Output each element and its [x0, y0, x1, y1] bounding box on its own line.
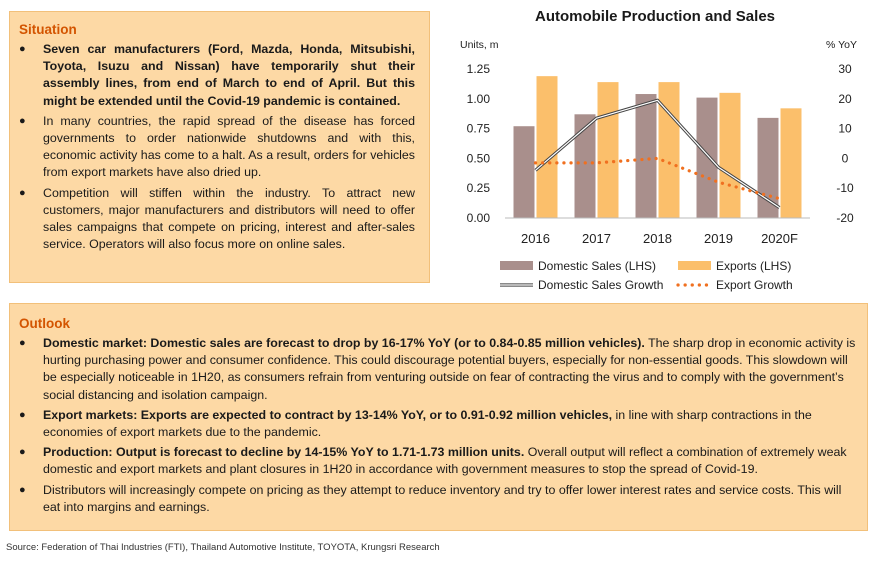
left-axis-tick-label: 0.25 [466, 181, 490, 196]
legend-swatch [678, 261, 711, 270]
exports-bar [537, 76, 558, 218]
x-axis-tick-label: 2019 [704, 231, 733, 246]
domestic-sales-bar [697, 98, 718, 218]
situation-bullet [19, 113, 415, 182]
x-axis-tick-label: 2020F [761, 231, 798, 246]
right-axis-tick-label: 0 [841, 151, 849, 166]
right-axis-unit-label: % YoY [826, 39, 857, 51]
outlook-bullet-text: in line with sharp contractions in the economies of export markets due to the pandemic. [43, 407, 812, 440]
exports-bar [781, 108, 802, 218]
situation-bullet [19, 41, 415, 110]
left-axis-unit-label: Units, m [460, 39, 499, 51]
x-axis-tick-label: 2018 [643, 231, 672, 246]
source-note: Source: Federation of Thai Industries (FTI), Thailand Automotive Institute, TOYOTA, Krungsri Research [6, 542, 440, 553]
right-axis-tick-label: 20 [838, 91, 852, 106]
right-axis-tick-label: 10 [838, 121, 852, 136]
domestic-sales-bar [636, 94, 657, 218]
chart-panel [440, 0, 870, 300]
outlook-bullet-text: Overall output will reflect a combination of extremely weak domestic and export markets and plant closures in 1H20 in accordance with government measures to stop the spread of Covid-19. [43, 445, 847, 477]
legend-label: Export Growth [716, 278, 793, 292]
legend-label: Domestic Sales Growth [538, 278, 664, 292]
chart-plot [440, 0, 870, 300]
exports-bar [598, 82, 619, 218]
situation-bullet-text: Competition will stiffen within the industry. To attract new customers, major manufacturers and distributors will need to offer sales campaigns that compete on pricing, interest and after-sales service. Operators will also focus more on online sales. [43, 185, 415, 252]
domestic-growth-line-outline [536, 100, 780, 207]
outlook-bullet-list [19, 335, 857, 516]
legend-label: Domestic Sales (LHS) [538, 259, 657, 273]
outlook-bullet [19, 444, 857, 478]
right-axis-tick-label: 30 [838, 62, 852, 76]
outlook-bullet-bold-text: Domestic market: Domestic sales are forecast to drop by 16-17% YoY (or to 0.84-0.85 million vehicles). [43, 336, 645, 350]
chart-title: Automobile Production and Sales [534, 8, 776, 25]
left-axis-tick-label: 1.25 [466, 62, 490, 76]
situation-bullet-list [19, 41, 415, 253]
outlook-bullet-bold-text: Production: Output is forecast to decline by 14-15% YoY to 1.71-1.73 million units. [43, 445, 525, 460]
export-growth-line [536, 158, 780, 198]
outlook-bullet [19, 407, 857, 441]
outlook-bullet-text: The sharp drop in economic activity is hurting purchasing power and consumer confidence. This could discourage potential buyers, especially for non-essential goods. This slowdown will be especially noticeable in 1H20, as consumers refrain from venturing outside on fear of contracting the virus and to comply with the government’s social distancing and isolation campaign. [43, 336, 856, 402]
outlook-bullet [19, 335, 857, 404]
left-axis-tick-label: 0.00 [466, 211, 490, 225]
situation-bullet-text: In many countries, the rapid spread of the disease has forced governments to order nationwide shutdowns and with this, economic activity has come to a halt. As a result, orders for vehicles from export markets have also dried up. [43, 113, 415, 180]
outlook-bullet [19, 482, 857, 516]
outlook-bullet-bold-text: Export markets: Exports are expected to contract by 13-14% YoY, or to 0.91-0.92 million vehicles, [43, 407, 613, 422]
domestic-sales-bar [514, 126, 535, 218]
left-axis-tick-label: 0.75 [466, 121, 490, 136]
situation-panel [9, 11, 430, 283]
right-axis-tick-label: -10 [836, 181, 854, 196]
situation-bullet [19, 185, 415, 254]
legend-label: Exports (LHS) [716, 259, 792, 273]
legend-swatch [500, 261, 533, 270]
situation-title: Situation [19, 22, 77, 37]
left-axis-tick-label: 0.50 [466, 151, 490, 166]
outlook-panel [9, 303, 868, 531]
domestic-growth-line [536, 100, 780, 207]
x-axis-tick-label: 2017 [582, 231, 611, 246]
right-axis-tick-label: -20 [836, 211, 854, 225]
x-axis-tick-label: 2016 [521, 231, 550, 246]
left-axis-tick-label: 1.00 [466, 91, 490, 106]
exports-bar [720, 93, 741, 218]
outlook-bullet-text: Distributors will increasingly compete on pricing as they attempt to reduce inventory and try to offer lower interest rates and service costs. This will eat into margins and earnings. [43, 482, 842, 514]
outlook-title: Outlook [19, 316, 70, 331]
situation-bullet-bold-text: Seven car manufacturers (Ford, Mazda, Honda, Mitsubishi, Toyota, Isuzu and Nissan) have temporarily shut their assembly lines, from end of March to end of April. But this might be extended until the Covid-19 pandemic is contained. [43, 42, 415, 108]
